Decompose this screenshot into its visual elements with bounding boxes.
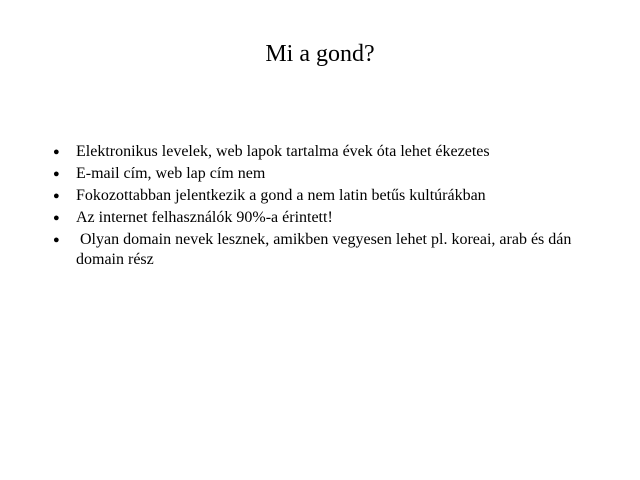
bullet-item-1 <box>52 142 592 162</box>
bullet-text: Olyan domain nevek lesznek, amikben vegyesen lehet pl. koreai, arab és dán domain rész <box>76 231 576 268</box>
bullet-text: Fokozottabban jelentkezik a gond a nem latin betűs kultúrákban <box>76 187 486 204</box>
bullet-icon: ● <box>53 212 60 224</box>
bullet-icon: ● <box>53 190 60 202</box>
bullet-item-2 <box>52 164 592 184</box>
bullet-icon: ● <box>53 146 60 158</box>
bullet-icon: ● <box>53 168 60 180</box>
bullet-icon: ● <box>53 234 60 246</box>
bullet-text: Elektronikus levelek, web lapok tartalma évek óta lehet ékezetes <box>76 143 490 160</box>
bullet-item-3 <box>52 186 592 206</box>
slide-title: Mi a gond? <box>265 41 375 67</box>
bullet-text: Az internet felhasználók 90%-a érintett! <box>76 209 333 226</box>
bullet-list <box>52 142 592 272</box>
bullet-item-4 <box>52 208 592 228</box>
bullet-text: E-mail cím, web lap cím nem <box>76 165 266 182</box>
bullet-item-5 <box>52 230 592 270</box>
